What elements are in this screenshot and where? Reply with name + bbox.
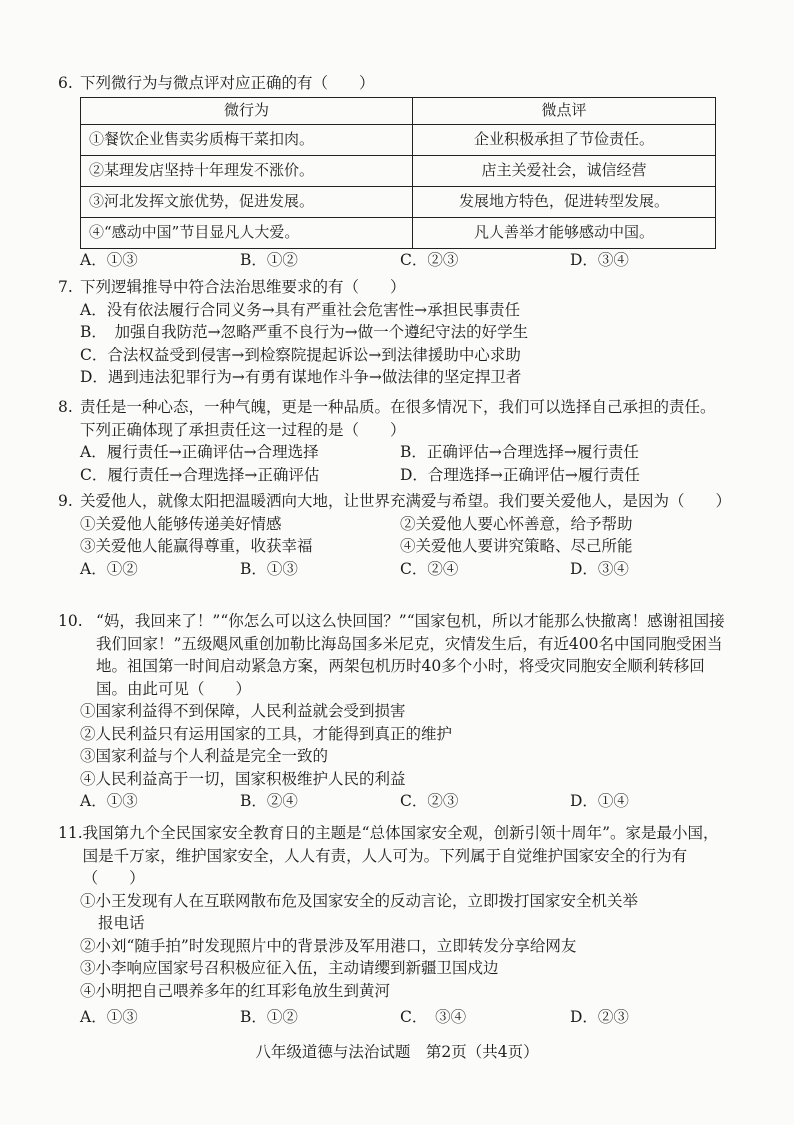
table-cell: 发展地方特色，促进转型发展。 [413,186,716,217]
statement-2: ②小刘“随手拍”时发现照片中的背景涉及军用港口，立即转发分享给网友 [80,936,577,955]
statement-3: ③小李响应国家号召积极应征入伍，主动请缨到新疆卫国戍边 [80,959,499,977]
page-footer: 八年级道德与法治试题 第2页（共4页） [255,1043,539,1061]
option-a[interactable]: A．履行责任→正确评估→合理选择 [80,443,319,461]
option-c[interactable]: C．②③ [400,792,459,810]
table-cell: 企业积极承担了节俭责任。 [413,124,716,155]
question-text: 责任是一种心态，一种气魄，更是一种品质。在很多情况下，我们可以选择自己承担的责任。下列正确体现了承担责任这一过程的是（ ） [80,398,716,439]
question-number: 9. [58,492,73,510]
question-9-stem [58,490,732,513]
statement-4: ④小明把自己喂养多年的红耳彩龟放生到黄河 [80,981,391,1000]
question-number: 7. [58,278,73,296]
question-number: 6. [58,74,73,92]
question-9 [58,490,732,580]
option-a[interactable]: A．①③ [80,792,138,810]
option-d[interactable]: D．②③ [570,1008,629,1026]
option-b[interactable]: B．①③ [240,559,298,578]
option-a[interactable]: A．①③ [80,250,138,269]
question-10-options [58,790,726,813]
option-d[interactable]: D．③④ [570,250,629,269]
question-6-stem [58,72,726,95]
question-8 [58,396,726,486]
statement-1: ①小王发现有人在互联网散布危及国家安全的反动言论，立即拨打国家安全机关举 [80,891,639,910]
option-d[interactable]: D．遇到违法犯罪行为→有勇有谋地作斗争→做法律的坚定捍卫者 [80,368,522,386]
question-text: 下列微行为与微点评对应正确的有（ ） [80,74,375,92]
question-text: 我国第九个全民国家安全教育日的主题是“总体国家安全观，创新引领十周年”。家是最小国，国是千万家，维护国家安全，人人有责，人人可为。下列属于自觉维护国家安全的行为有（ ） [82,824,719,887]
statement-1-continued: 报电话 [98,914,145,932]
statement-4: ④关爱他人要讲究策略、尽己所能 [400,537,633,555]
question-number: 8. [58,398,73,416]
option-c[interactable]: C．履行责任→合理选择→正确评估 [80,465,320,484]
question-text: 关爱他人，就像太阳把温暖洒向大地，让世界充满爱与希望。我们要关爱他人，是因为（ ） [80,492,732,510]
question-9-statements-row1 [58,513,726,536]
option-a[interactable]: A．没有依法履行合同义务→具有严重社会危害性→承担民事责任 [80,300,521,319]
option-d[interactable]: D．③④ [570,559,629,578]
option-b[interactable]: B． 加强自我防范→忽略严重不良行为→做一个遵纪守法的好学生 [80,323,529,341]
table-cell: 店主关爱社会，诚信经营 [413,155,716,186]
question-8-options-row2 [58,464,726,487]
question-11 [58,822,726,1029]
option-d[interactable]: D．合理选择→正确评估→履行责任 [400,465,640,484]
option-b[interactable]: B．正确评估→合理选择→履行责任 [400,443,639,461]
table-row [81,186,716,217]
question-number: 10. [58,612,83,630]
statement-4: ④人民利益高于一切，国家积极维护人民的利益 [80,769,406,788]
statement-1: ①国家利益得不到保障，人民利益就会受到损害 [80,702,406,720]
question-9-options [58,558,726,581]
option-b[interactable]: B．①② [240,1008,298,1026]
option-c[interactable]: C．②④ [400,559,459,578]
table-row [81,124,716,155]
option-c[interactable]: C． ③④ [400,1008,467,1026]
question-6 [58,72,726,271]
question-10-stem [58,610,726,700]
option-b[interactable]: B．①② [240,250,298,269]
statement-2: ②关爱他人要心怀善意，给予帮助 [400,514,633,533]
table-header-row [81,97,716,124]
question-text: “妈，我回来了！”“你怎么可以这么快回国？”“国家包机，所以才能那么快撤离！感谢祖国接我们回家！”五级飓风重创加勒比海岛国多米尼克，灾情发生后，有近400名中国同胞受困当地。祖国第一时间启动紧急方案，两架包机历时40多个小时，将受灾同胞安全顺利转移回国。由此可见（ ） [96,612,725,698]
statement-3: ③国家利益与个人利益是完全一致的 [80,747,329,765]
question-8-stem [58,396,726,441]
question-9-statements-row2 [58,535,726,558]
option-d[interactable]: D．①④ [570,792,629,810]
statement-1: ①关爱他人能够传递美好情感 [80,514,282,533]
question-10 [58,610,726,813]
question-8-options-row1 [58,441,726,464]
table-cell: ②某理发店坚持十年理发不涨价。 [81,155,413,186]
option-b[interactable]: B．②④ [240,792,298,810]
table-header: 微点评 [413,97,716,124]
table-row [81,217,716,248]
option-c[interactable]: C．合法权益受到侵害→到检察院提起诉讼→到法律援助中心求助 [80,345,521,364]
option-a[interactable]: A．①② [80,559,138,578]
table-cell: ①餐饮企业售卖劣质梅干菜扣肉。 [81,124,413,155]
question-7 [58,276,726,389]
question-number: 11. [58,824,83,842]
table-cell: ④“感动中国”节目显凡人大爱。 [81,217,413,248]
statement-2: ②人民利益只有运用国家的工具，才能得到真正的维护 [80,724,453,743]
behavior-comment-table [80,97,716,249]
question-text: 下列逻辑推导中符合法治思维要求的有（ ） [80,278,406,296]
option-a[interactable]: A．①③ [80,1008,138,1026]
table-cell: 凡人善举才能够感动中国。 [413,217,716,248]
statement-3: ③关爱他人能赢得尊重，收获幸福 [80,537,313,555]
question-11-options [58,1006,726,1029]
table-cell: ③河北发挥文旅优势，促进发展。 [81,186,413,217]
question-6-options [58,249,726,272]
table-row [81,155,716,186]
option-c[interactable]: C．②③ [400,250,459,269]
question-7-stem [58,276,726,299]
table-header: 微行为 [81,97,413,124]
question-11-stem [58,822,726,890]
